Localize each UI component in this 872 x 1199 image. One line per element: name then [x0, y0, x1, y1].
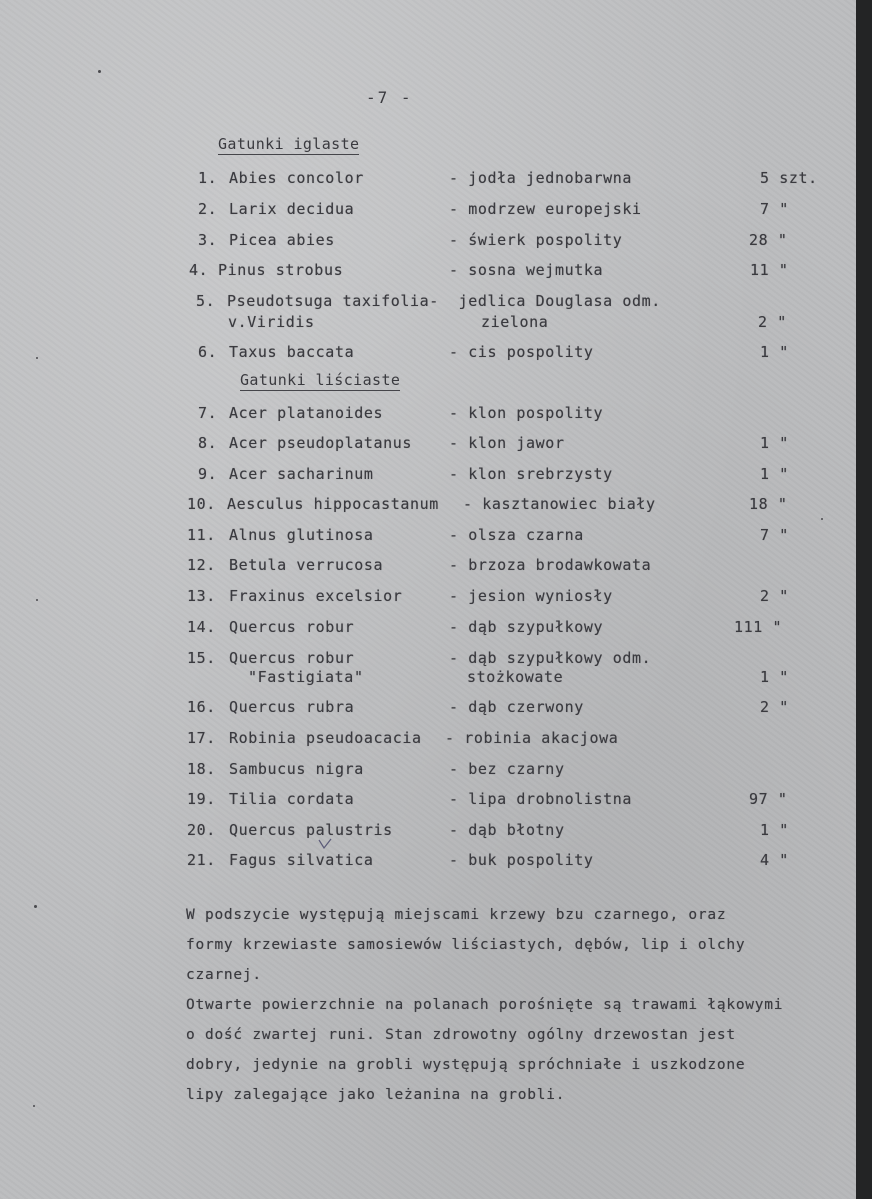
latin-name: Abies concolor — [229, 169, 364, 187]
latin-name: Alnus glutinosa — [229, 526, 374, 544]
quantity: 11 " — [750, 261, 789, 279]
item-number: 5. — [196, 292, 216, 310]
polish-name: - sosna wejmutka — [449, 261, 604, 279]
polish-name: - modrzew europejski — [449, 200, 642, 218]
latin-name: Larix decidua — [229, 200, 355, 218]
paragraph-line: lipy zalegające jako leżanina na grobli. — [186, 1087, 566, 1103]
section-heading-deciduous: Gatunki liściaste — [240, 371, 401, 389]
polish-name: - kasztanowiec biały — [463, 495, 656, 513]
latin-name: Pseudotsuga taxifolia- — [227, 292, 439, 310]
item-number: 13. — [187, 587, 216, 605]
scan-border — [856, 0, 872, 1199]
item-number: 19. — [187, 790, 216, 808]
polish-name: - olsza czarna — [449, 526, 584, 544]
quantity: 5 szt. — [760, 169, 818, 187]
polish-name-continuation: zielona — [481, 313, 549, 331]
polish-name: - robinia akacjowa — [445, 729, 619, 747]
latin-name: Sambucus nigra — [229, 760, 364, 778]
latin-name-continuation: v.Viridis — [228, 313, 315, 331]
list-item — [0, 790, 856, 808]
quantity: 1 " — [760, 343, 789, 361]
scan-speck — [33, 1105, 35, 1107]
item-number: 17. — [187, 729, 216, 747]
item-number: 12. — [187, 556, 216, 574]
quantity: 97 " — [749, 790, 788, 808]
list-item — [0, 404, 856, 422]
item-number: 10. — [187, 495, 216, 513]
polish-name: - klon pospolity — [449, 404, 604, 422]
quantity: 28 " — [749, 231, 788, 249]
item-number: 18. — [187, 760, 216, 778]
item-number: 9. — [198, 465, 218, 483]
quantity: 7 " — [760, 200, 789, 218]
latin-name: Betula verrucosa — [229, 556, 384, 574]
item-number: 2. — [198, 200, 218, 218]
list-item — [0, 526, 856, 544]
item-number: 7. — [198, 404, 218, 422]
polish-name: - świerk pospolity — [449, 231, 623, 249]
polish-name: - klon srebrzysty — [449, 465, 613, 483]
latin-name: Fagus silvatica — [229, 851, 374, 869]
quantity: 4 " — [760, 851, 789, 869]
latin-name: Aesculus hippocastanum — [227, 495, 439, 513]
list-item — [0, 851, 856, 869]
quantity: 111 " — [734, 618, 783, 636]
list-item — [0, 729, 856, 747]
list-item — [0, 495, 856, 513]
polish-name: - jodła jednobarwna — [449, 169, 632, 187]
list-item — [0, 292, 856, 310]
polish-name: - dąb szypułkowy odm. — [449, 649, 652, 667]
list-item — [0, 434, 856, 452]
item-number: 11. — [187, 526, 216, 544]
item-number: 6. — [198, 343, 218, 361]
polish-name: jedlica Douglasa odm. — [449, 292, 661, 310]
latin-name: Quercus robur — [229, 649, 355, 667]
list-item-continuation — [0, 668, 856, 686]
paragraph-line: W podszycie występują miejscami krzewy bzu czarnego, oraz — [186, 907, 727, 923]
paragraph-line: czarnej. — [186, 967, 262, 983]
latin-name: Taxus baccata — [229, 343, 355, 361]
list-item — [0, 649, 856, 667]
list-item — [0, 231, 856, 249]
quantity: 1 " — [760, 668, 789, 686]
quantity: 1 " — [760, 821, 789, 839]
item-number: 20. — [187, 821, 216, 839]
scan-speck — [98, 70, 101, 73]
latin-name-continuation: "Fastigiata" — [248, 668, 364, 686]
quantity: 2 " — [758, 313, 787, 331]
polish-name: - dąb szypułkowy — [449, 618, 604, 636]
paragraph-line: dobry, jedynie na grobli występują spróchniałe i uszkodzone — [186, 1057, 746, 1073]
scan-speck — [36, 357, 38, 359]
list-item — [0, 556, 856, 574]
quantity: 1 " — [760, 434, 789, 452]
scan-speck — [36, 599, 38, 601]
list-item-continuation — [0, 313, 856, 331]
polish-name: - buk pospolity — [449, 851, 594, 869]
description-paragraph — [186, 900, 846, 1110]
list-item — [0, 698, 856, 716]
item-number: 4. — [189, 261, 209, 279]
list-item — [0, 343, 856, 361]
list-item — [0, 760, 856, 778]
polish-name: - dąb czerwony — [449, 698, 584, 716]
polish-name: - dąb błotny — [449, 821, 565, 839]
list-item — [0, 200, 856, 218]
item-number: 15. — [187, 649, 216, 667]
polish-name: - jesion wyniosły — [449, 587, 613, 605]
scan-speck — [821, 518, 823, 520]
item-number: 14. — [187, 618, 216, 636]
quantity: 7 " — [760, 526, 789, 544]
latin-name: Acer platanoides — [229, 404, 384, 422]
latin-name: Pinus strobus — [218, 261, 344, 279]
latin-name: Acer sacharinum — [229, 465, 374, 483]
polish-name-continuation: stożkowate — [467, 668, 564, 686]
latin-name: Acer pseudoplatanus — [229, 434, 412, 452]
latin-name: Quercus rubra — [229, 698, 355, 716]
list-item — [0, 261, 856, 279]
scan-speck — [34, 905, 37, 908]
paragraph-line: o dość zwartej runi. Stan zdrowotny ogólny drzewostan jest — [186, 1027, 736, 1043]
item-number: 1. — [198, 169, 218, 187]
list-item — [0, 587, 856, 605]
item-number: 16. — [187, 698, 216, 716]
polish-name: - lipa drobnolistna — [449, 790, 632, 808]
latin-name: Fraxinus excelsior — [229, 587, 403, 605]
list-item — [0, 618, 856, 636]
polish-name: - bez czarny — [449, 760, 565, 778]
item-number: 3. — [198, 231, 218, 249]
list-item — [0, 169, 856, 187]
polish-name: - klon jawor — [449, 434, 565, 452]
quantity: 18 " — [749, 495, 788, 513]
latin-name: Quercus robur — [229, 618, 355, 636]
paragraph-line: formy krzewiaste samosiewów liściastych, dębów, lip i olchy — [186, 937, 746, 953]
item-number: 8. — [198, 434, 218, 452]
latin-name: Robinia pseudoacacia — [229, 729, 422, 747]
section-heading-coniferous: Gatunki iglaste — [218, 135, 360, 153]
paragraph-line: Otwarte powierzchnie na polanach porośnięte są trawami łąkowymi — [186, 997, 784, 1013]
latin-name: Tilia cordata — [229, 790, 355, 808]
polish-name: - brzoza brodawkowata — [449, 556, 652, 574]
list-item — [0, 465, 856, 483]
quantity: 1 " — [760, 465, 789, 483]
list-item — [0, 821, 856, 839]
page-number: -7 - — [366, 88, 413, 107]
latin-name: Picea abies — [229, 231, 335, 249]
handwritten-check-mark — [318, 838, 332, 850]
quantity: 2 " — [760, 698, 789, 716]
latin-name: Quercus palustris — [229, 821, 393, 839]
quantity: 2 " — [760, 587, 789, 605]
item-number: 21. — [187, 851, 216, 869]
polish-name: - cis pospolity — [449, 343, 594, 361]
